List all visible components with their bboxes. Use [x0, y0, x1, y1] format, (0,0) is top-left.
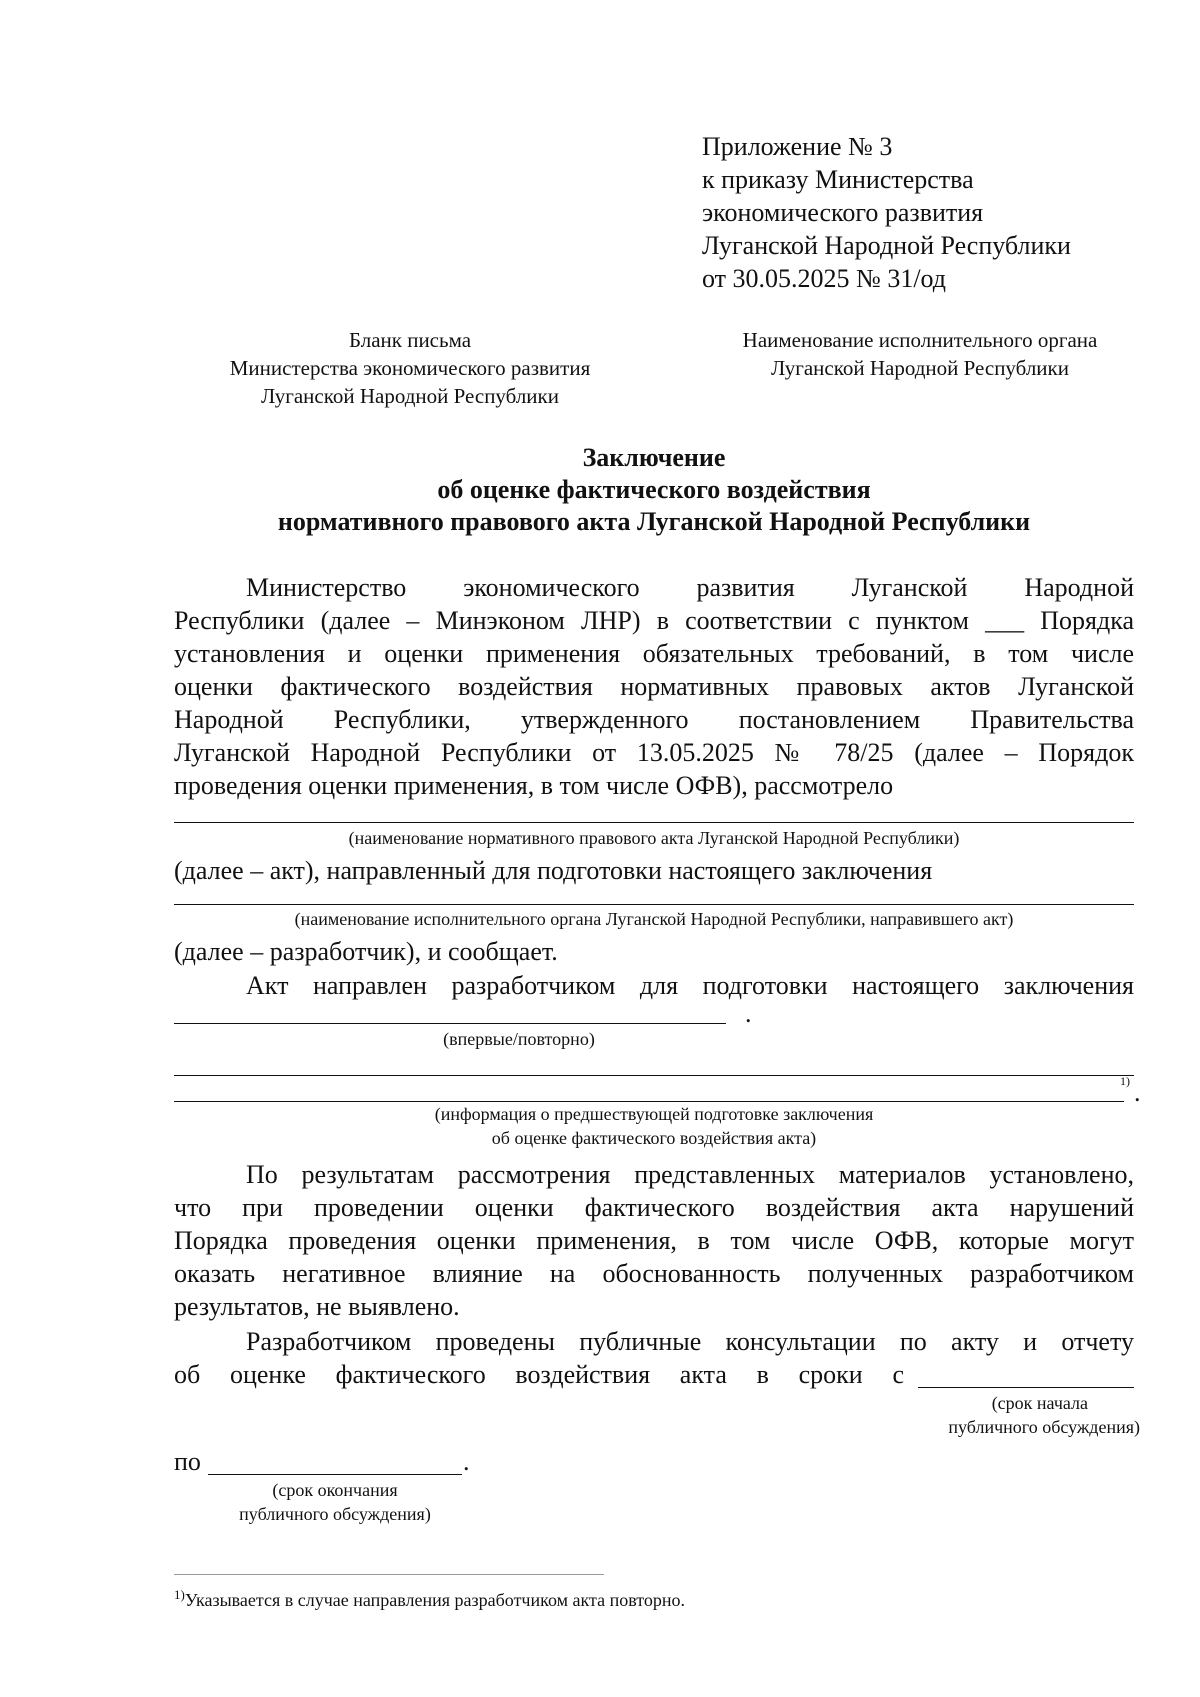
title-line: об оценке фактического воздействия — [437, 475, 871, 504]
act-name-caption: (наименование нормативного правового акта Луганской Народной Республики) — [348, 828, 960, 848]
caption-line: публичного обсуждения) — [948, 1417, 1140, 1437]
previous-info-dot: . — [1134, 1078, 1141, 1107]
footnote-text: Указывается в случае направления разработчиком акта повторно. — [184, 1590, 686, 1610]
first-repeat-caption: (впервые/повторно) — [443, 1029, 595, 1049]
executive-body-line: Наименование исполнительного органа — [742, 328, 1098, 352]
start-date-blank — [918, 1387, 1134, 1388]
letterhead-line: Министерства экономического развития — [229, 356, 591, 380]
appendix-line: Луганской Народной Республики — [702, 231, 1071, 260]
developer-line: (далее – разработчик), и сообщает. — [174, 937, 558, 966]
paragraph-line: Народной Республики, утвержденного постановлением Правительства — [174, 705, 1134, 734]
paragraph-line: Министерство экономического развития Луганской Народной — [246, 573, 1134, 602]
sent-dot: . — [745, 999, 752, 1028]
letterhead-block — [170, 326, 650, 410]
paragraph-line: результатов, не выявлено. — [174, 1292, 460, 1321]
act-name-blank — [174, 822, 1134, 823]
footnote-mark: 1) — [174, 1587, 185, 1602]
act-line: (далее – акт), направленный для подготовки настоящего заключения — [174, 856, 933, 885]
paragraph-line: Разработчиком проведены публичные консультации по акту и отчету — [246, 1327, 1134, 1356]
previous-info-caption — [174, 1102, 1134, 1150]
letterhead-line: Луганской Народной Республики — [261, 384, 559, 408]
footnote-marker: 1) — [1120, 1074, 1130, 1088]
caption-line: об оценке фактического воздействия акта) — [491, 1128, 817, 1148]
executive-body-caption: (наименование исполнительного органа Луганской Народной Республики, направившего акт) — [294, 909, 1014, 929]
sent-line: Акт направлен разработчиком для подготовки настоящего заключения — [246, 971, 1134, 1000]
paragraph-line: проведения оценки применения, в том числе ОФВ), рассмотрело — [174, 771, 894, 800]
paragraph-line: Луганской Народной Республики от 13.05.2025 № 78/25 (далее – Порядок — [174, 738, 1134, 767]
paragraph-line: об оценке фактического воздействия акта в сроки с — [174, 1360, 904, 1389]
previous-info-blank — [174, 1075, 1134, 1076]
appendix-line: к приказу Министерства — [702, 165, 974, 194]
executive-body-blank — [174, 904, 1134, 905]
paragraph-line: Порядка проведения оценки применения, в том числе ОФВ, которые могут — [174, 1226, 1134, 1255]
title-line: нормативного правового акта Луганской Народной Республики — [277, 507, 1031, 536]
caption-line: (информация о предшествующей подготовке заключения — [434, 1104, 874, 1124]
appendix-block — [702, 130, 1172, 295]
paragraph-line: оказать негативное влияние на обоснованность полученных разработчиком — [174, 1259, 1134, 1288]
letterhead-line: Бланк письма — [348, 328, 472, 352]
paragraph-line: По результатам рассмотрения представленных материалов установлено, — [246, 1160, 1134, 1189]
paragraph-line: Республики (далее – Минэконом ЛНР) в соответствии с пунктом ___ Порядка — [174, 606, 1134, 635]
appendix-line: экономического развития — [702, 198, 984, 227]
caption-line: публичного обсуждения) — [239, 1504, 431, 1524]
appendix-line: от 30.05.2025 № 31/од — [702, 264, 947, 293]
end-label: по — [174, 1447, 201, 1476]
footnote — [174, 1588, 685, 1612]
executive-body-line: Луганской Народной Республики — [771, 356, 1069, 380]
footnote-separator — [174, 1574, 604, 1575]
caption-line: (срок окончания — [272, 1480, 398, 1500]
paragraph-line: оценки фактического воздействия нормативных правовых актов Луганской — [174, 672, 1134, 701]
executive-body-block — [680, 326, 1160, 382]
end-date-blank — [208, 1474, 462, 1475]
caption-line: (срок начала — [991, 1393, 1088, 1413]
title-line: Заключение — [582, 443, 726, 472]
appendix-line: Приложение № 3 — [702, 132, 893, 161]
end-date-caption — [190, 1478, 480, 1526]
document-title — [174, 442, 1134, 538]
start-date-caption — [880, 1391, 1140, 1439]
paragraph-line: что при проведении оценки фактического воздействия акта нарушений — [174, 1193, 1134, 1222]
paragraph-line: установления и оценки применения обязательных требований, в том числе — [174, 639, 1134, 668]
end-dot: . — [463, 1447, 470, 1476]
first-repeat-blank — [174, 1023, 726, 1024]
